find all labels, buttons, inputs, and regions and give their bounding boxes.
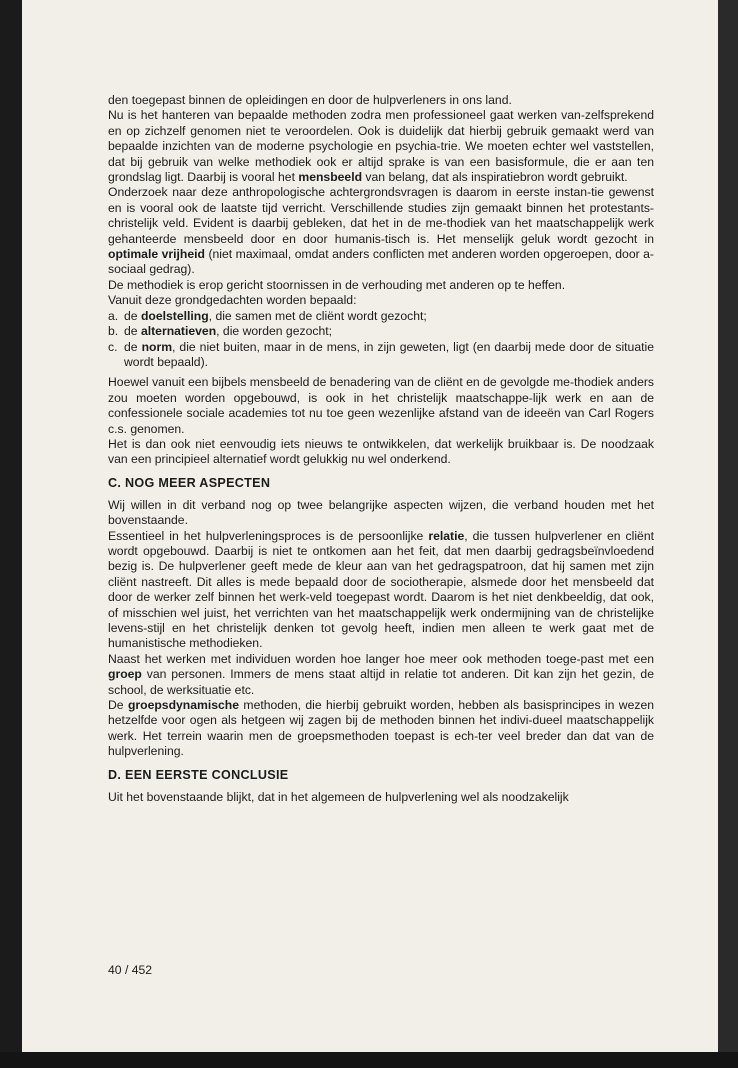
scan-border-right [718, 0, 738, 1068]
page-number: 40 / 452 [108, 963, 153, 977]
paragraph: Naast het werken met individuen worden hoe langer hoe meer ook methoden toege-past met een groep van personen. Immers de mens staat altijd in relatie tot anderen. Dit kan zijn het gezin, de school, de werksituatie etc. [108, 651, 654, 697]
paragraph: Essentieel in het hulpverleningsproces is de persoonlijke relatie, die tussen hulpverlener en cliënt wordt opgebouwd. Daarbij is niet te ontkomen aan het feit, dat men daarbij gedragsbeïnvloedend bezig is. De hulpverlener geeft mede de kleur aan van het gedragspatroon, dat hij samen met zijn cliënt nastreeft. Dit alles is mede bepaald door de sociotherapie, alsmede door het mensbeeld dat door de werker zelf binnen het werk-veld toegepast wordt. Daarom is het niet denkbeeldig, dat ook, of misschien wel juist, het verrichten van het maatschappelijk werk ondermijning van de christelijke levens-stijl en het christelijk denken tot gevolg heeft, indien men alleen te werk gaat met de humanistische methodieken. [108, 528, 654, 651]
scan-border-bottom [0, 1052, 738, 1068]
section-heading: D. EEN EERSTE CONCLUSIE [108, 767, 289, 782]
paragraph: Het is dan ook niet eenvoudig iets nieuws te ontwikkelen, dat werkelijk bruikbaar is. De noodzaak van een principieel alternatief wordt gelukkig nu wel onderkend. [108, 436, 654, 467]
section-heading: C. NOG MEER ASPECTEN [108, 475, 271, 490]
list-item: a. de doelstelling, die samen met de cliënt wordt gezocht; [108, 308, 427, 323]
paragraph: den toegepast binnen de opleidingen en door de hulpverleners in ons land. [108, 93, 512, 107]
list-item: c. de norm, die niet buiten, maar in de mens, in zijn geweten, ligt (en daarbij mede door de situatie wordt bepaald). [108, 339, 654, 369]
list-item: b. de alternatieven, die worden gezocht; [108, 324, 333, 339]
paragraph: Onderzoek naar deze anthropologische achtergrondsvragen is daarom in eerste instan-tie gewenst en is vooral ook de laatste tijd verricht. Verschillende studies zijn gemaakt binnen het protestants-christelijk veld. Evident is daarbij gebleken, dat het in de me-thodiek van het maatschappelijk werk gehanteerde mensbeeld door en door humanis-tisch is. Het menselijk geluk wordt gezocht in optimale vrijheid (niet maximaal, omdat anders conflicten met anderen worden opgeroepen, door a-sociaal gedrag). [108, 185, 654, 277]
paragraph: De methodiek is erop gericht stoornissen in de verhouding met anderen op te heffen. [108, 277, 566, 292]
paragraph: Vanuit deze grondgedachten worden bepaald: [108, 293, 357, 308]
paragraph: De groepsdynamische methoden, die hierbij gebruikt worden, hebben als basisprincipes in wezen hetzelfde voor ogen als hetgeen wij zagen bij de methoden binnen het indivi-dueel maatschappelijk werk. Het terrein waarin men de groepsmethoden toepast is ech-ter veel breder dan dat van de hulpverlening. [108, 698, 655, 759]
paragraph: Hoewel vanuit een bijbels mensbeeld de benadering van de cliënt en de gevolgde me-thodiek anders zou moeten worden opgebouwd, is ook in het christelijk maatschappe-lijk werk en aan de confessionele sociale academies tot nu toe geen wezenlijke afstand van de ideeën van Carl Rogers c.s. genomen. [108, 375, 654, 436]
criteria-list [108, 309, 654, 371]
paragraph: Wij willen in dit verband nog op twee belangrijke aspecten wijzen, die verband houden met het bovenstaande. [108, 497, 654, 528]
paragraph: Nu is het hanteren van bepaalde methoden zodra men professioneel gaat werken van-zelfsprekend en op zichzelf genomen niet te veroordelen. Ook is duidelijk dat hierbij gebruik gemaakt werd van bepaalde inzichten van de moderne psychologie en psychia-trie. We moeten echter wel vaststellen, dat bij gebruik van welke methodiek ook er altijd sprake is van een basisformule, die er aan ten grondslag ligt. Daarbij is vooral het mensbeeld van belang, dat als inspiratiebron wordt gebruikt. [108, 108, 654, 185]
text-column [108, 93, 654, 805]
paragraph: Uit het bovenstaande blijkt, dat in het algemeen de hulpverlening wel als noodzakelijk [108, 789, 569, 804]
